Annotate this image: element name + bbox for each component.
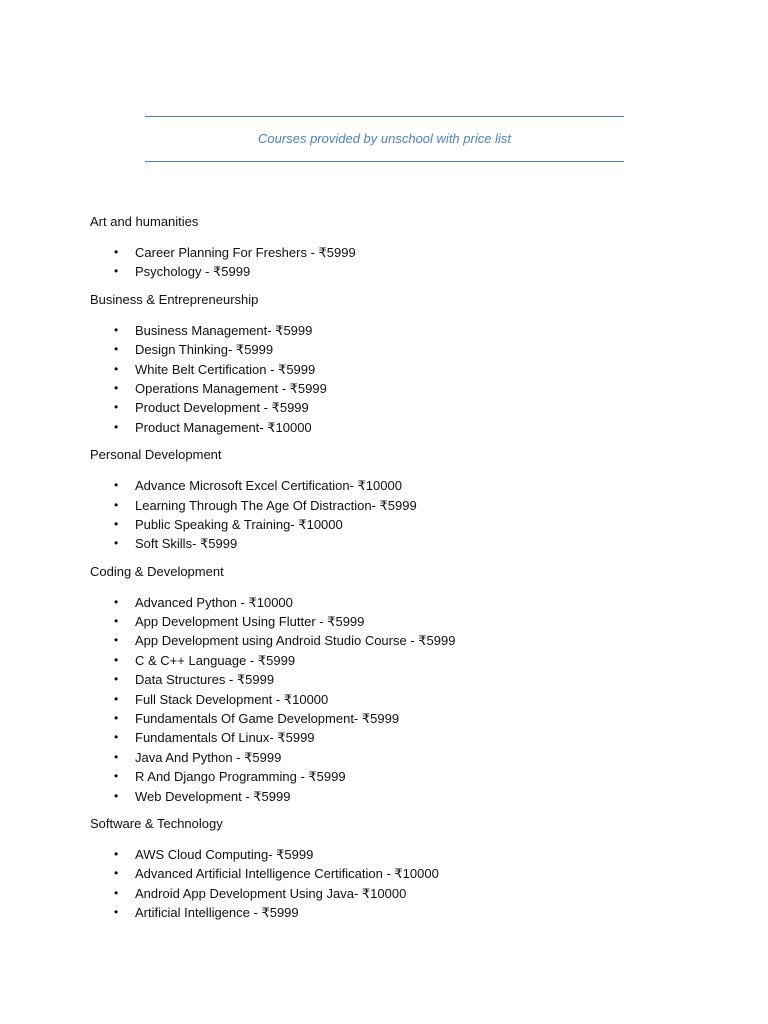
- section-heading: Business & Entrepreneurship: [90, 291, 259, 307]
- course-list: [90, 476, 710, 554]
- bullet-icon: •: [114, 711, 119, 726]
- bullet-icon: •: [114, 400, 119, 415]
- bullet-icon: •: [114, 788, 119, 803]
- course-section: [90, 816, 710, 933]
- course-list: [90, 243, 710, 282]
- section-heading: Art and humanities: [90, 214, 199, 229]
- bullet-icon: •: [114, 672, 119, 687]
- bullet-icon: •: [114, 322, 119, 337]
- course-item: [90, 593, 710, 612]
- bullet-icon: •: [114, 614, 119, 629]
- course-item-text: White Belt Certification - ₹5999: [135, 361, 316, 377]
- course-item: [90, 767, 710, 786]
- bullet-icon: •: [114, 516, 119, 531]
- course-item-text: Product Management- ₹10000: [135, 419, 312, 435]
- course-item: [90, 534, 710, 553]
- document-title: Courses provided by unschool with price list: [258, 131, 511, 146]
- course-item-text: Advanced Python - ₹10000: [135, 594, 293, 610]
- course-list: [90, 321, 710, 437]
- course-item: [90, 418, 710, 437]
- course-item-text: Full Stack Development - ₹10000: [135, 691, 329, 707]
- title-block: [145, 116, 624, 162]
- bullet-icon: •: [114, 730, 119, 745]
- course-section: [90, 214, 710, 292]
- course-item: [90, 884, 710, 903]
- course-item-text: Fundamentals Of Linux- ₹5999: [135, 730, 315, 746]
- course-item-text: Advanced Artificial Intelligence Certification - ₹10000: [135, 866, 439, 882]
- bullet-icon: •: [114, 691, 119, 706]
- course-item: [90, 787, 710, 806]
- bullet-icon: •: [114, 419, 119, 434]
- course-item-text: Data Structures - ₹5999: [135, 672, 275, 688]
- course-item: [90, 243, 710, 262]
- course-item: [90, 340, 710, 359]
- bullet-icon: •: [114, 594, 119, 609]
- course-list: [90, 593, 710, 806]
- bullet-icon: •: [114, 769, 119, 784]
- course-item-text: Design Thinking- ₹5999: [135, 342, 274, 358]
- bullet-icon: •: [114, 245, 119, 259]
- course-item-text: Learning Through The Age Of Distraction- ₹5999: [135, 497, 417, 513]
- course-item: [90, 903, 710, 922]
- course-item-text: R And Django Programming - ₹5999: [135, 769, 346, 785]
- course-item-text: AWS Cloud Computing- ₹5999: [135, 846, 314, 862]
- course-item-text: App Development Using Flutter - ₹5999: [135, 614, 365, 630]
- course-item-text: Web Development - ₹5999: [135, 788, 291, 804]
- course-item: [90, 845, 710, 864]
- bullet-icon: •: [114, 342, 119, 357]
- course-item-text: Psychology - ₹5999: [135, 264, 251, 280]
- course-item: [90, 690, 710, 709]
- course-item: [90, 728, 710, 747]
- course-item-text: Artificial Intelligence - ₹5999: [135, 905, 299, 921]
- course-item-text: App Development using Android Studio Course - ₹5999: [135, 633, 456, 649]
- course-item: [90, 476, 710, 495]
- bullet-icon: •: [114, 866, 119, 881]
- course-item: [90, 709, 710, 728]
- course-sections: [90, 214, 710, 933]
- course-item-text: C & C++ Language - ₹5999: [135, 652, 296, 668]
- course-section: [90, 292, 710, 447]
- section-heading: Software & Technology: [90, 815, 223, 831]
- section-heading: Coding & Development: [90, 563, 224, 579]
- course-item: [90, 398, 710, 417]
- course-section: [90, 564, 710, 816]
- course-item: [90, 515, 710, 534]
- bullet-icon: •: [114, 885, 119, 900]
- course-item: [90, 360, 710, 379]
- course-item: [90, 631, 710, 650]
- course-item-text: Career Planning For Freshers - ₹5999: [135, 245, 356, 260]
- bullet-icon: •: [114, 361, 119, 376]
- course-item: [90, 670, 710, 689]
- course-item: [90, 651, 710, 670]
- course-item-text: Android App Development Using Java- ₹10000: [135, 885, 407, 901]
- bullet-icon: •: [114, 536, 119, 551]
- course-item: [90, 262, 710, 281]
- bullet-icon: •: [114, 652, 119, 667]
- bullet-icon: •: [114, 380, 119, 395]
- course-item: [90, 864, 710, 883]
- course-item-text: Product Development - ₹5999: [135, 400, 309, 416]
- bullet-icon: •: [114, 905, 119, 920]
- bullet-icon: •: [114, 749, 119, 764]
- bullet-icon: •: [114, 633, 119, 648]
- course-item: [90, 748, 710, 767]
- course-item: [90, 496, 710, 515]
- bullet-icon: •: [114, 478, 119, 493]
- course-item-text: Public Speaking & Training- ₹10000: [135, 516, 343, 532]
- bullet-icon: •: [114, 497, 119, 512]
- bullet-icon: •: [114, 264, 119, 279]
- course-item: [90, 321, 710, 340]
- course-item: [90, 612, 710, 631]
- course-item-text: Operations Management - ₹5999: [135, 380, 327, 396]
- course-item-text: Fundamentals Of Game Development- ₹5999: [135, 711, 400, 727]
- course-item-text: Java And Python - ₹5999: [135, 749, 282, 765]
- section-heading: Personal Development: [90, 447, 222, 463]
- course-item-text: Soft Skills- ₹5999: [135, 536, 238, 552]
- course-item-text: Advance Microsoft Excel Certification- ₹10000: [135, 478, 402, 494]
- course-item-text: Business Management- ₹5999: [135, 322, 313, 338]
- bullet-icon: •: [114, 846, 119, 861]
- course-list: [90, 845, 710, 923]
- course-section: [90, 447, 710, 564]
- course-item: [90, 379, 710, 398]
